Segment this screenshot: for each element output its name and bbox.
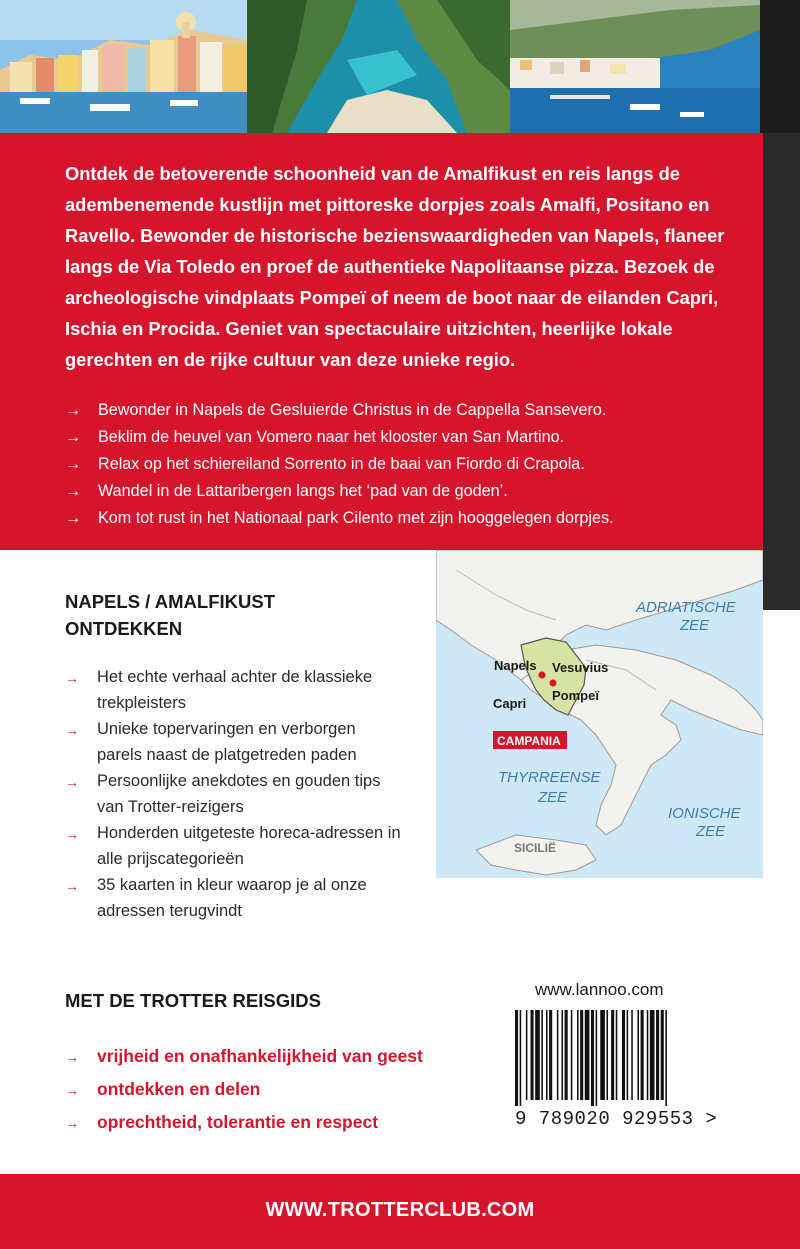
ionian-label-1: IONISCHE — [668, 805, 741, 822]
arrow-icon: → — [65, 428, 82, 446]
barcode-bar — [520, 1010, 522, 1106]
isbn-barcode — [515, 1010, 715, 1106]
arrow-icon: → — [65, 878, 79, 894]
barcode-bar — [627, 1010, 629, 1100]
arrow-icon: → — [65, 1115, 79, 1131]
arrow-icon: → — [65, 774, 79, 790]
discover-heading: NAPELS / AMALFIKUST ONTDEKKEN — [65, 591, 276, 639]
barcode-bar — [637, 1010, 639, 1100]
highlights-list — [65, 397, 755, 532]
barcode-bar — [606, 1010, 608, 1100]
arrow-icon: → — [65, 1049, 79, 1065]
barcode-bar — [665, 1010, 667, 1106]
arrow-icon: → — [65, 482, 82, 500]
campania-label: CAMPANIA — [497, 734, 561, 748]
barcode-bar — [591, 1010, 594, 1106]
cover-photo-strip — [0, 0, 800, 133]
barcode-bar — [515, 1010, 518, 1106]
barcode-bar — [580, 1010, 583, 1100]
list-item: → 35 kaarten in kleur waarop je al onze adressen terugvindt — [65, 872, 405, 924]
adriatic-label-2: ZEE — [680, 617, 710, 634]
spine-strip-lower — [763, 550, 800, 610]
barcode-bar — [562, 1010, 564, 1100]
barcode-bar — [535, 1010, 540, 1100]
list-item: → Unieke topervaringen en verborgen parels naast de platgetreden paden — [65, 716, 405, 768]
barcode-bar — [596, 1010, 598, 1106]
barcode-bar — [531, 1010, 534, 1100]
publisher-url[interactable]: www.lannoo.com — [535, 980, 664, 999]
barcode-bar — [656, 1010, 659, 1100]
tyrrhenian-label-2: ZEE — [538, 789, 568, 806]
features-list — [65, 664, 405, 924]
list-item: → Het echte verhaal achter de klassieke trekpleisters — [65, 664, 405, 716]
list-item: → ontdekken en delen — [65, 1073, 423, 1106]
procida-village-photo — [0, 0, 247, 133]
barcode-bar — [557, 1010, 559, 1100]
arrow-icon: → — [65, 455, 82, 473]
barcode-bar — [622, 1010, 625, 1100]
barcode-bar — [541, 1010, 543, 1100]
tyrrhenian-label-1: THYRREENSE — [498, 769, 601, 786]
barcode-bar — [650, 1010, 655, 1100]
barcode-bar — [571, 1010, 573, 1100]
pompei-label: Pompeï — [552, 688, 599, 703]
coastal-beach-photo — [247, 0, 510, 133]
vesuvius-label: Vesuvius — [552, 660, 609, 675]
arrow-icon: → — [65, 826, 79, 842]
barcode-bar — [616, 1010, 618, 1100]
list-item: → Kom tot rust in het Nationaal park Cilento met zijn hooggelegen dorpjes. — [65, 505, 755, 532]
barcode-bar — [565, 1010, 568, 1100]
southern-italy-map — [436, 550, 763, 878]
list-item: → Persoonlijke anekdotes en gouden tips van Trotter-reizigers — [65, 768, 405, 820]
barcode-bar — [611, 1010, 614, 1100]
list-item: → oprechtheid, tolerantie en respect — [65, 1106, 423, 1139]
barcode-bar — [661, 1010, 664, 1100]
barcode-bar — [546, 1010, 548, 1100]
trotter-heading: MET DE TROTTER REISGIDS — [65, 990, 321, 1011]
footer-url[interactable]: WWW.TROTTERCLUB.COM — [265, 1199, 535, 1221]
list-item: → Beklim de heuvel van Vomero naar het klooster van San Martino. — [65, 424, 755, 451]
pompei-dot — [550, 680, 557, 687]
arrow-icon: → — [65, 509, 82, 527]
barcode-bar — [577, 1010, 579, 1100]
list-item: → vrijheid en onafhankelijkheid van geest — [65, 1040, 423, 1073]
ionian-label-2: ZEE — [696, 823, 726, 840]
barcode-bar — [631, 1010, 633, 1100]
values-list — [65, 1040, 423, 1139]
arrow-icon: → — [65, 722, 79, 738]
adriatic-label-1: ADRIATISCHE — [636, 599, 736, 616]
list-item: → Honderden uitgeteste horeca-adressen in alle prijscategorieën — [65, 820, 405, 872]
list-item: → Wandel in de Lattaribergen langs het ‘pad van de goden’. — [65, 478, 755, 505]
barcode-bar — [549, 1010, 552, 1100]
barcode-bar — [526, 1010, 528, 1100]
arrow-icon: → — [65, 1082, 79, 1098]
arrow-icon: → — [65, 401, 82, 419]
dark-corner — [760, 0, 800, 133]
barcode-bar — [600, 1010, 605, 1100]
list-item: → Relax op het schiereiland Sorrento in de baai van Fiordo di Crapola. — [65, 451, 755, 478]
amalfi-harbour-photo — [510, 0, 760, 133]
list-item: → Bewonder in Napels de Gesluierde Christus in de Cappella Sansevero. — [65, 397, 755, 424]
arrow-icon: → — [65, 670, 79, 686]
napels-dot — [539, 672, 546, 679]
isbn-number: 9 789020 929553 > — [515, 1108, 718, 1130]
barcode-bar — [641, 1010, 644, 1100]
barcode-bar — [647, 1010, 649, 1100]
napels-label: Napels — [494, 658, 537, 673]
spine-strip — [763, 133, 800, 550]
sicily-label: SICILIË — [514, 841, 557, 855]
capri-label: Capri — [493, 696, 527, 711]
intro-paragraph: Ontdek de betoverende schoonheid van de Amalfikust en reis langs de adembenemende kustlijn met pittoreske dorpjes zoals Amalfi, Positano en Ravello. Bewonder de historische bezienswaardigheden van Napels, flaneer langs de Via Toledo en proef de authentieke Napolitaanse pizza. Bezoek de archeologische vindplaats Pompeï of neem de boot naar de eilanden Capri, Ischia en Procida. Geniet van spectaculaire uitzichten, heerlijke lokale gerechten en de rijke cultuur van deze unieke regio. — [65, 163, 725, 370]
barcode-bar — [585, 1010, 590, 1100]
